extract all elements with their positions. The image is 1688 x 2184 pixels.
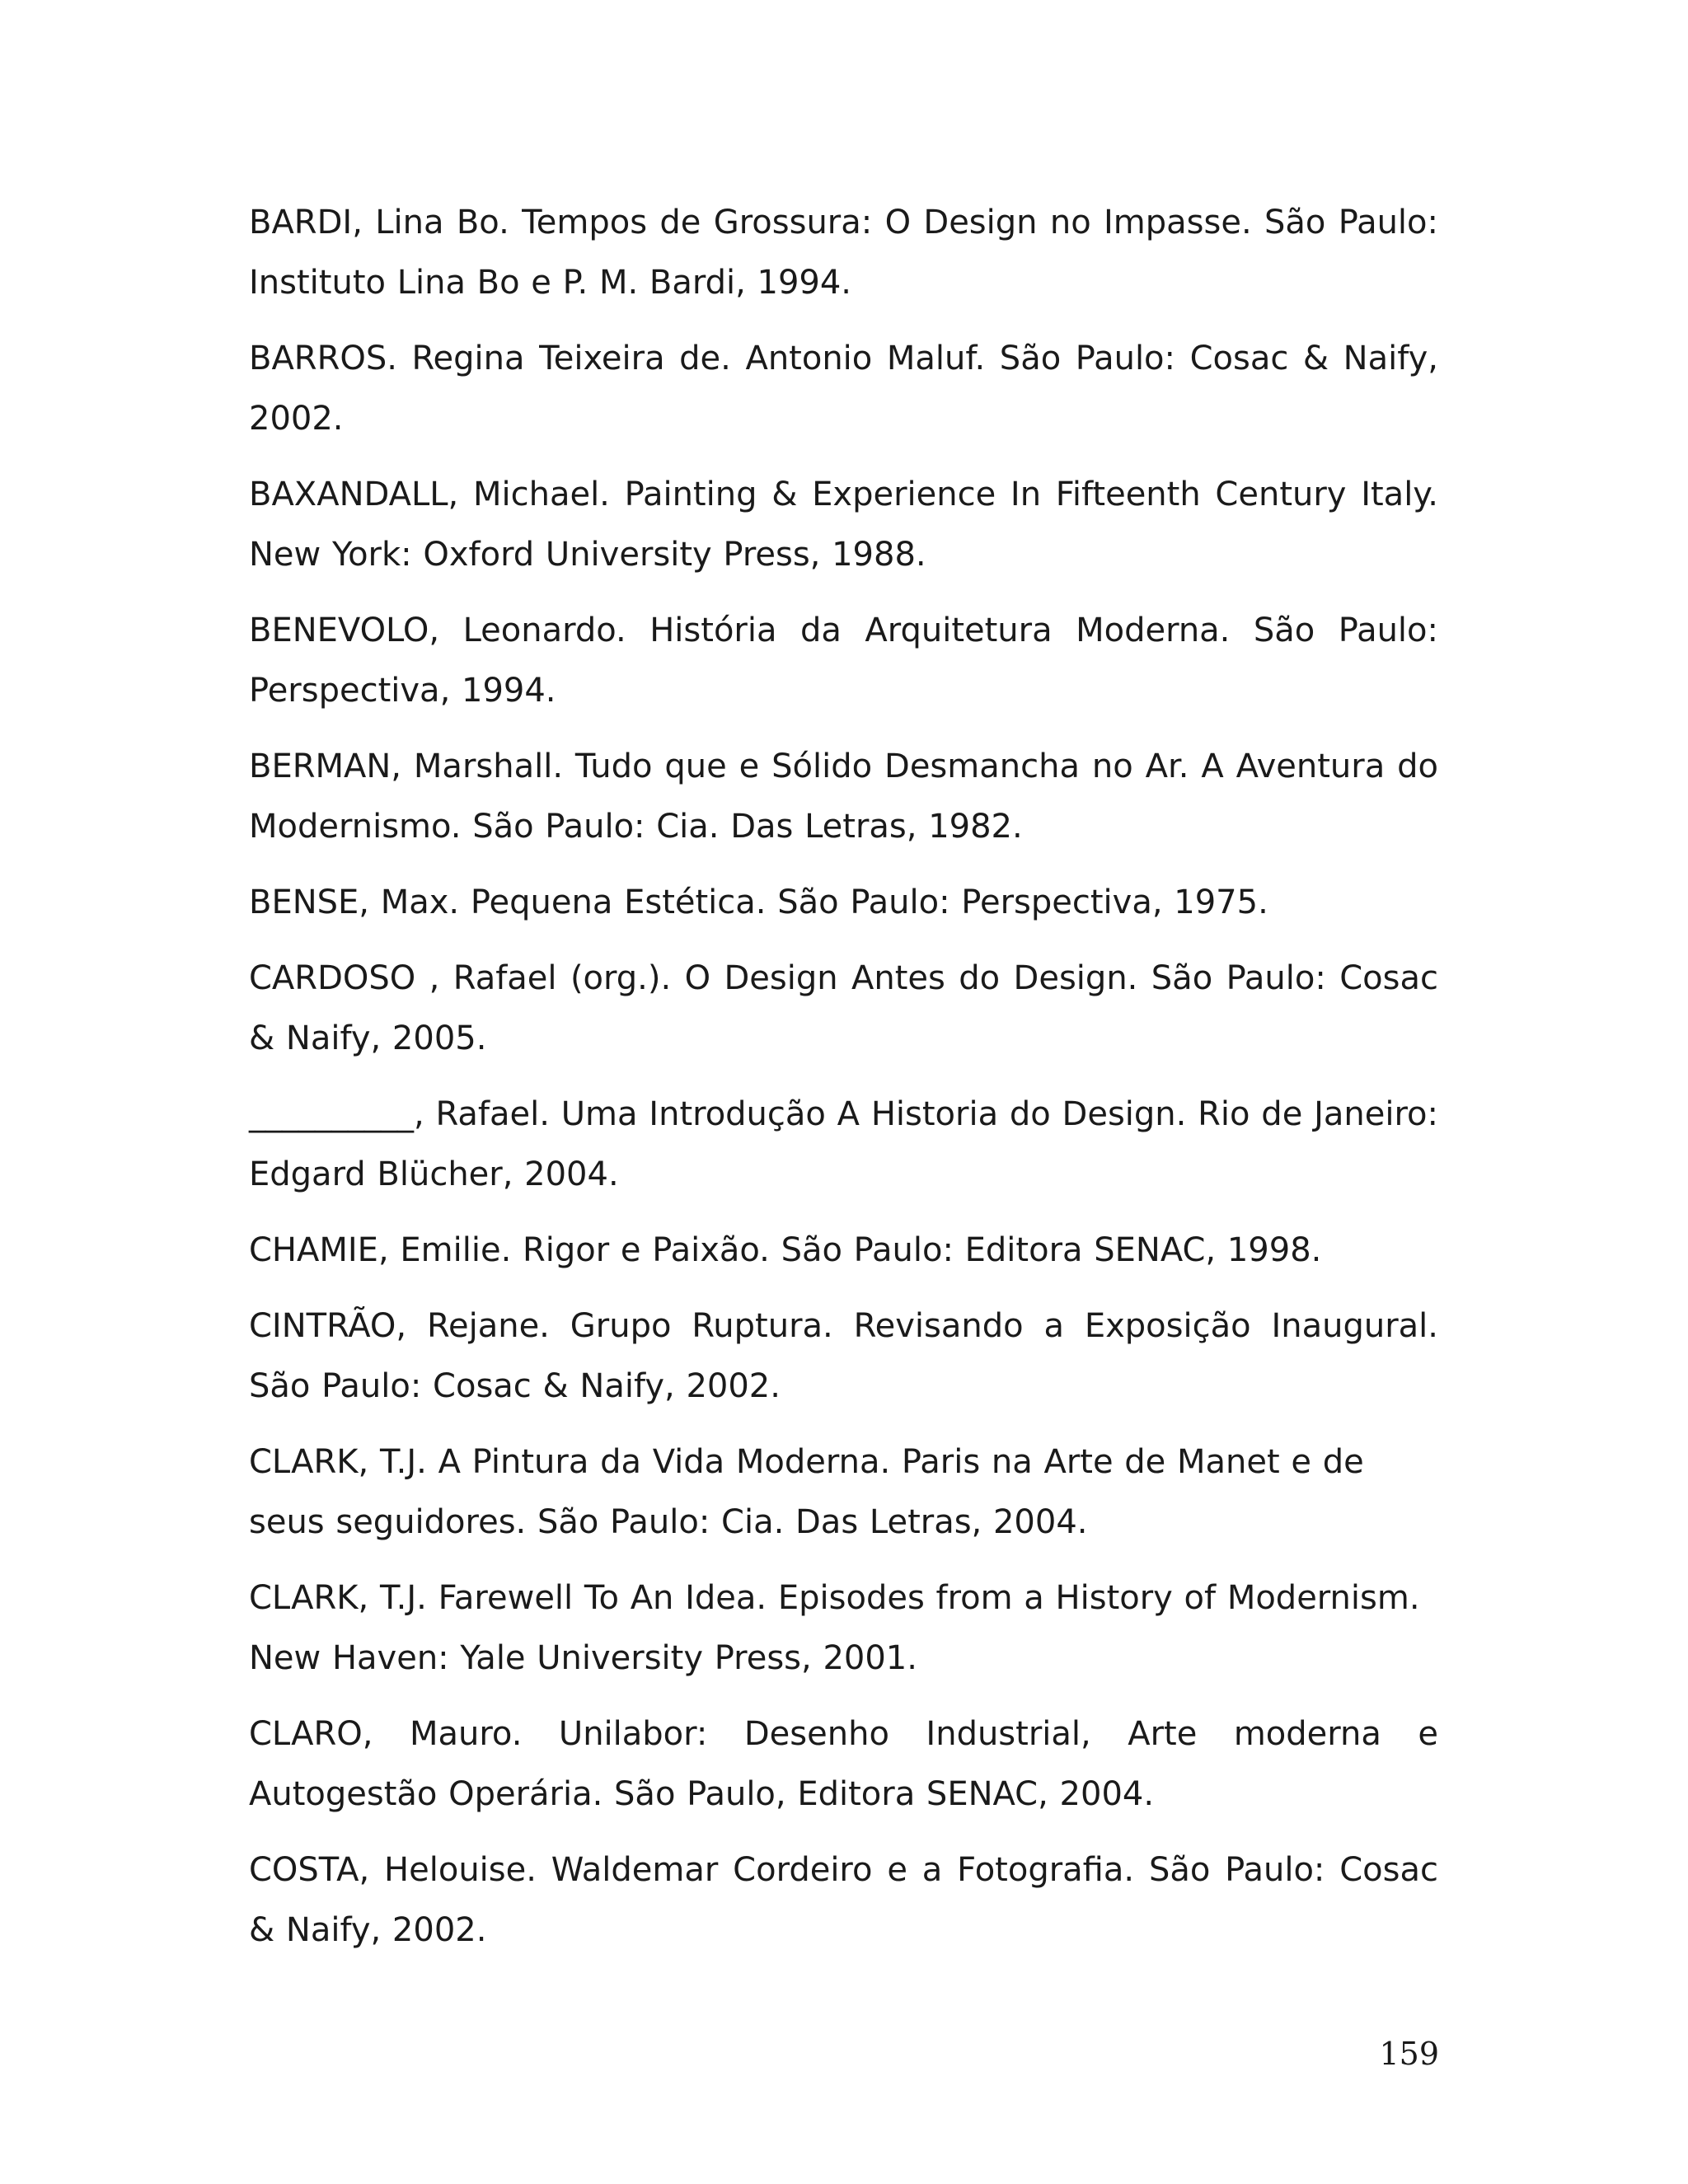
page-number: 159 bbox=[1379, 2036, 1439, 2072]
reference-entry: CLARK, T.J. A Pintura da Vida Moderna. Paris na Arte de Manet e de seus seguidores. São Paulo: Cia. Das Letras, 2004. bbox=[249, 1443, 1364, 1541]
reference-entry: CHAMIE, Emilie. Rigor e Paixão. São Paulo: Editora SENAC, 1998. bbox=[249, 1231, 1322, 1269]
reference-entry: __________, Rafael. Uma Introdução A Historia do Design. Rio de Janeiro: Edgard Blücher, 2004. bbox=[249, 1095, 1438, 1193]
reference-entry: CINTRÃO, Rejane. Grupo Ruptura. Revisando a Exposição Inaugural. São Paulo: Cosac & Naify, 2002. bbox=[249, 1307, 1438, 1405]
reference-entry: BAXANDALL, Michael. Painting & Experience In Fifteenth Century Italy. New York: Oxford University Press, 1988. bbox=[249, 476, 1438, 574]
reference-entry: CARDOSO , Rafael (org.). O Design Antes do Design. São Paulo: Cosac & Naify, 2005. bbox=[249, 959, 1438, 1057]
reference-list bbox=[249, 193, 1438, 1976]
reference-entry: CLARO, Mauro. Unilabor: Desenho Industrial, Arte moderna e Autogestão Operária. São Paulo, Editora SENAC, 2004. bbox=[249, 1715, 1438, 1813]
reference-entry: BARDI, Lina Bo. Tempos de Grossura: O Design no Impasse. São Paulo: Instituto Lina Bo e P. M. Bardi, 1994. bbox=[249, 204, 1438, 302]
reference-entry: BENEVOLO, Leonardo. História da Arquitetura Moderna. São Paulo: Perspectiva, 1994. bbox=[249, 612, 1438, 710]
reference-entry: COSTA, Helouise. Waldemar Cordeiro e a Fotografia. São Paulo: Cosac & Naify, 2002. bbox=[249, 1851, 1438, 1949]
reference-entry: CLARK, T.J. Farewell To An Idea. Episodes from a History of Modernism. New Haven: Yale University Press, 2001. bbox=[249, 1579, 1420, 1677]
reference-entry: BARROS. Regina Teixeira de. Antonio Maluf. São Paulo: Cosac & Naify, 2002. bbox=[249, 340, 1438, 438]
reference-entry: BERMAN, Marshall. Tudo que e Sólido Desmancha no Ar. A Aventura do Modernismo. São Paulo: Cia. Das Letras, 1982. bbox=[249, 748, 1438, 846]
reference-entry: BENSE, Max. Pequena Estética. São Paulo: Perspectiva, 1975. bbox=[249, 883, 1268, 921]
